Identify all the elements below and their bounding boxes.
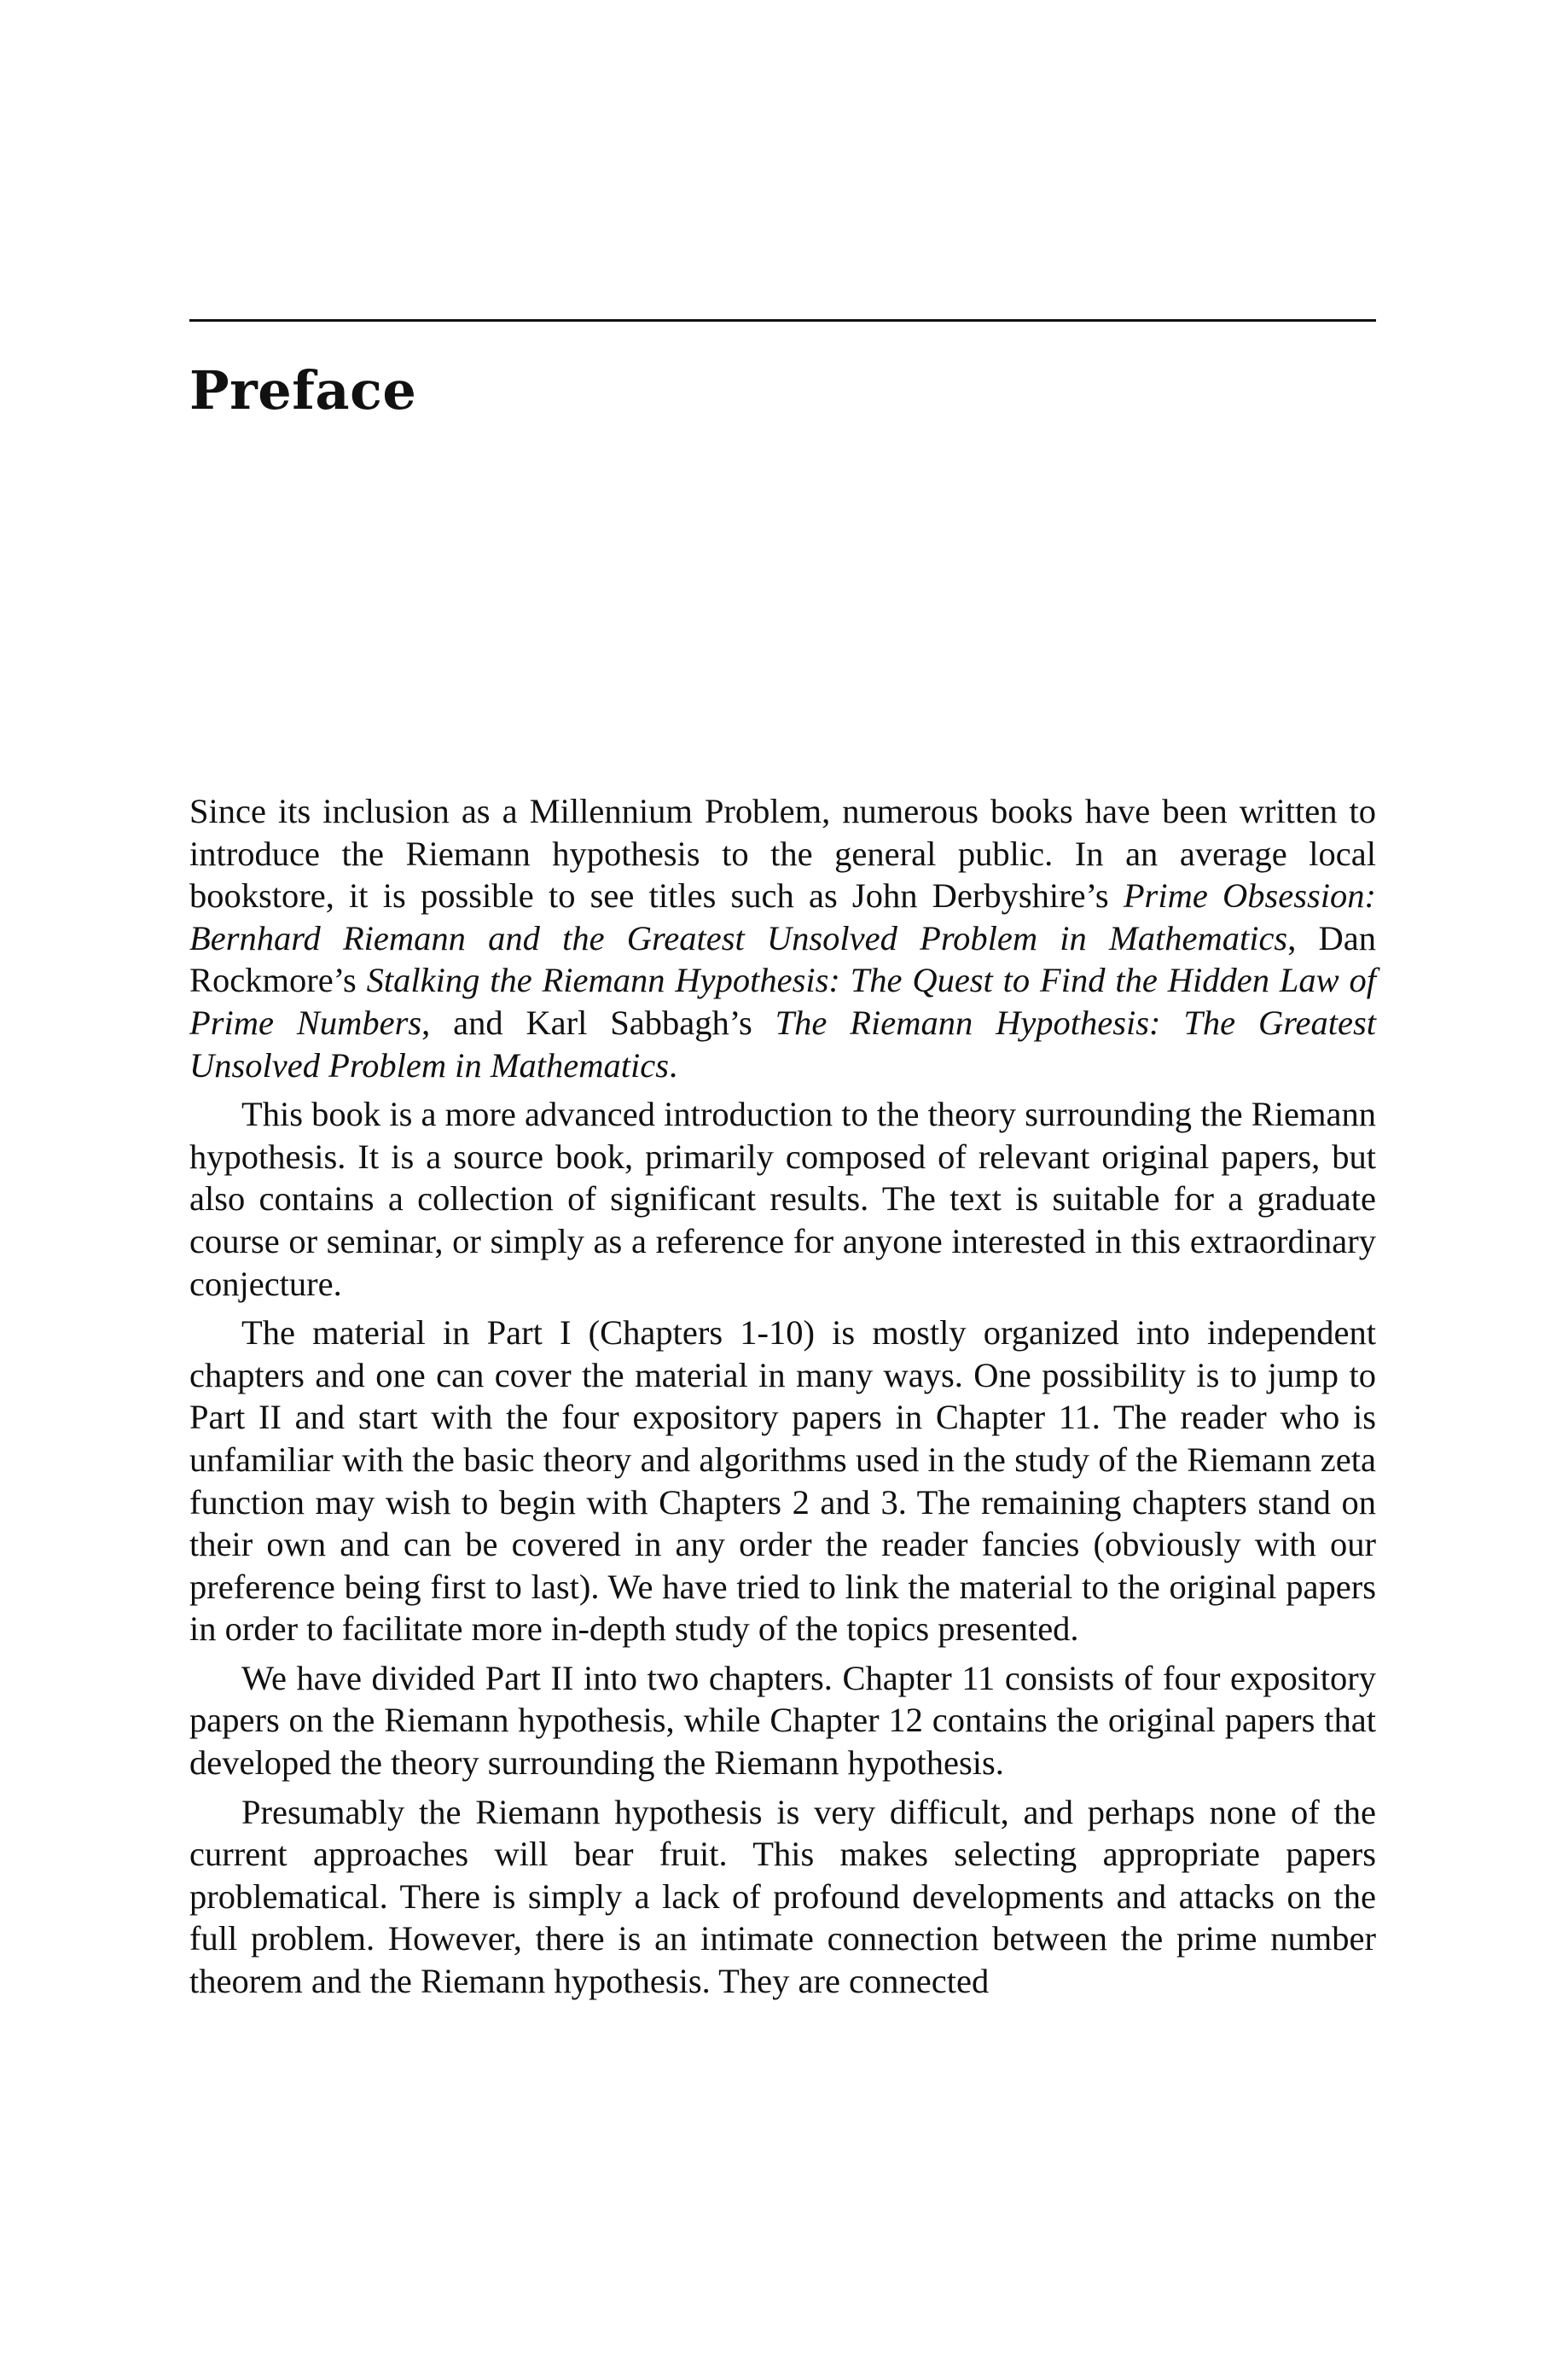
paragraph-5: Presumably the Riemann hypothesis is very difficult, and perhaps none of the current approaches will bear fruit. This makes selecting appropriate papers problematical. There is simply a lack of profound developments and attacks on the full problem. However, there is an intimate connection between the prime number theorem and the Riemann hypothesis. They are connected — [189, 1792, 1376, 2001]
paragraph-1-text-a: Since its inclusion as a Millennium Problem, numerous books have been written to introduce the Riemann hypothesis to the general public. In an average local bookstore, it is possible to see titles such as John Derbyshire’s — [189, 792, 1376, 916]
paragraph-3: The material in Part I (Chapters 1-10) is mostly organized into independent chapters and one can cover the material in many ways. One possibility is to jump to Part II and start with the four expository papers in Chapter 11. The reader who is unfamiliar with the basic theory and algorithms used in the study of the Riemann zeta function may wish to begin with Chapters 2 and 3. The remaining chapters stand on their own and can be covered in any order the reader fancies (obviously with our preference being first to last). We have tried to link the material to the original papers in order to facilitate more in-depth study of the topics presented. — [189, 1313, 1376, 1649]
paragraph-1 — [189, 790, 1376, 1086]
page-title: Preface — [189, 359, 417, 422]
book-title-stalking-the-riemann-hypothesis: Stalking the Riemann Hypothesis: The Quest to Find the Hidden Law of Prime Numbers — [189, 961, 1376, 1042]
paragraph-2: This book is a more advanced introduction to the theory surrounding the Riemann hypothesis. It is a source book, primarily composed of relevant original papers, but also contains a collection of significant results. The text is suitable for a graduate course or seminar, or simply as a reference for anyone interested in this extraordinary conjecture. — [189, 1095, 1376, 1303]
paragraph-4: We have divided Part II into two chapters. Chapter 11 consists of four expository papers on the Riemann hypothesis, while Chapter 12 contains the original papers that developed the theory surrounding the Riemann hypothesis. — [189, 1658, 1376, 1783]
book-title-the-riemann-hypothesis: The Riemann Hypothesis: The Greatest Unsolved Problem in Mathematics — [189, 1003, 1376, 1085]
paragraph-1-text-d: . — [669, 1045, 678, 1085]
chapter-rule — [189, 319, 1376, 322]
preface-body — [189, 790, 1376, 2010]
paragraph-1-text-c: , and Karl Sabbagh’s — [421, 1003, 775, 1042]
book-title-prime-obsession: Prime Obsession: Bernhard Riemann and the Greatest Unsolved Problem in Mathematics — [189, 876, 1376, 957]
paragraph-1-text-b: , Dan Rockmore’s — [189, 918, 1376, 1000]
